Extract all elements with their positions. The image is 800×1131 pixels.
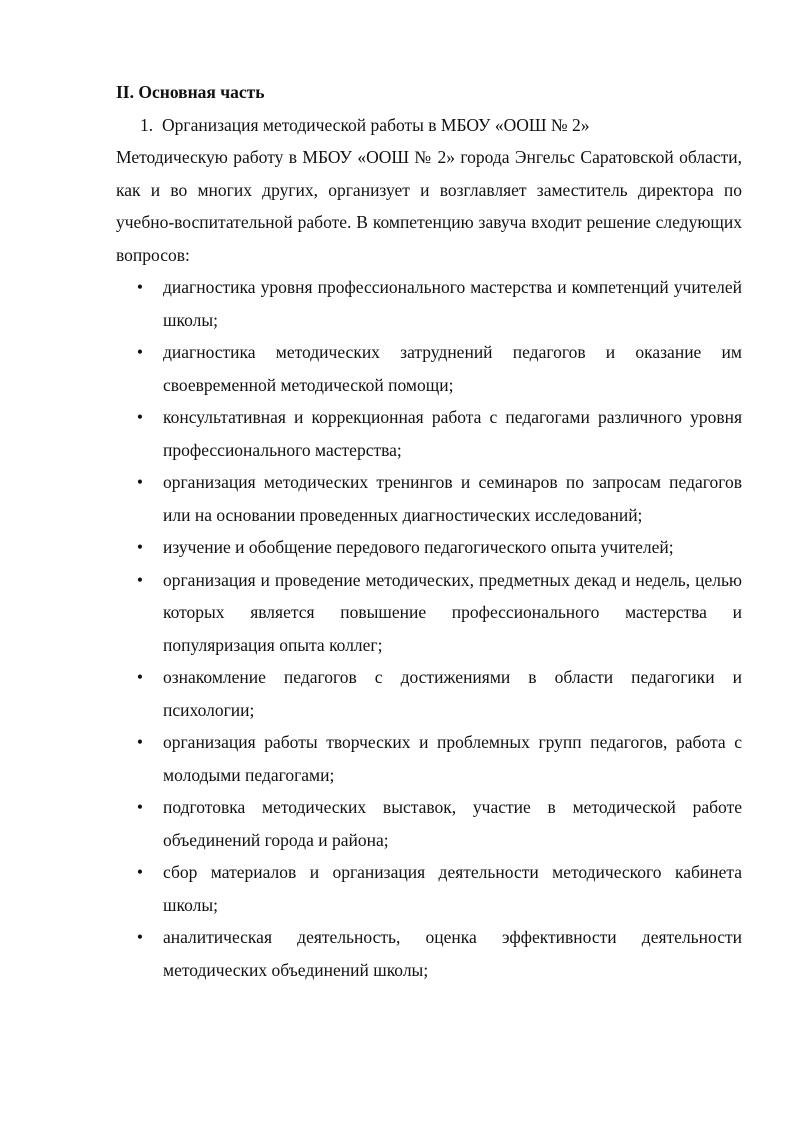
- list-item-text: организация методических тренингов и семинаров по запросам педагогов или на основании проведенных диагностических исследований;: [163, 472, 742, 525]
- bullet-icon: •: [136, 569, 144, 590]
- bullet-icon: •: [136, 927, 144, 947]
- bullet-icon: •: [136, 667, 144, 687]
- bullet-icon: •: [136, 342, 144, 362]
- subsection-title: Организация методической работы в МБОУ «ООШ № 2»: [162, 114, 590, 135]
- list-item: [116, 791, 742, 856]
- subsection-number: 1.: [140, 114, 154, 135]
- list-item-text: сбор материалов и организация деятельности методического кабинета школы;: [163, 862, 742, 915]
- list-item: [116, 726, 742, 791]
- competence-list: [116, 271, 742, 986]
- list-item: [116, 466, 742, 531]
- list-item-text: диагностика уровня профессионального мастерства и компетенций учителей школы;: [163, 277, 742, 330]
- list-item-text: организация работы творческих и проблемных групп педагогов, работа с молодыми педагогами;: [163, 732, 742, 785]
- list-item-text: подготовка методических выставок, участие в методической работе объединений города и района;: [163, 797, 742, 850]
- list-item: [116, 564, 742, 662]
- list-item-text: аналитическая деятельность, оценка эффективности деятельности методических объединений школы;: [163, 927, 742, 980]
- list-item: [116, 401, 742, 466]
- list-item: [116, 661, 742, 726]
- section-heading: II. Основная часть: [116, 82, 265, 102]
- list-item: [116, 336, 742, 401]
- list-item-text: изучение и обобщение передового педагогического опыта учителей;: [163, 537, 674, 557]
- list-item-text: организация и проведение методических, предметных декад и недель, целью которых является повышение профессионального мастерства и популяризация опыта коллег;: [163, 569, 742, 655]
- bullet-icon: •: [136, 862, 144, 882]
- bullet-icon: •: [136, 537, 144, 557]
- subsection-heading: [116, 109, 742, 142]
- bullet-icon: •: [136, 277, 144, 297]
- list-item-text: ознакомление педагогов с достижениями в области педагогики и психологии;: [163, 667, 742, 720]
- list-item-text: диагностика методических затруднений педагогов и оказание им своевременной методической помощи;: [163, 342, 742, 395]
- intro-paragraph: Методическую работу в МБОУ «ООШ № 2» города Энгельс Саратовской области, как и во многих других, организует и возглавляет заместитель директора по учебно-воспитательной работе. В компетенцию завуча входит решение следующих вопросов:: [116, 147, 742, 265]
- bullet-icon: •: [136, 797, 144, 817]
- list-item: [116, 921, 742, 986]
- bullet-icon: •: [136, 407, 144, 427]
- bullet-icon: •: [136, 472, 144, 492]
- list-item: [116, 531, 742, 564]
- list-item: [116, 856, 742, 921]
- list-item-text: консультативная и коррекционная работа с педагогами различного уровня профессионального мастерства;: [163, 407, 742, 460]
- bullet-icon: •: [136, 732, 144, 752]
- list-item: [116, 271, 742, 336]
